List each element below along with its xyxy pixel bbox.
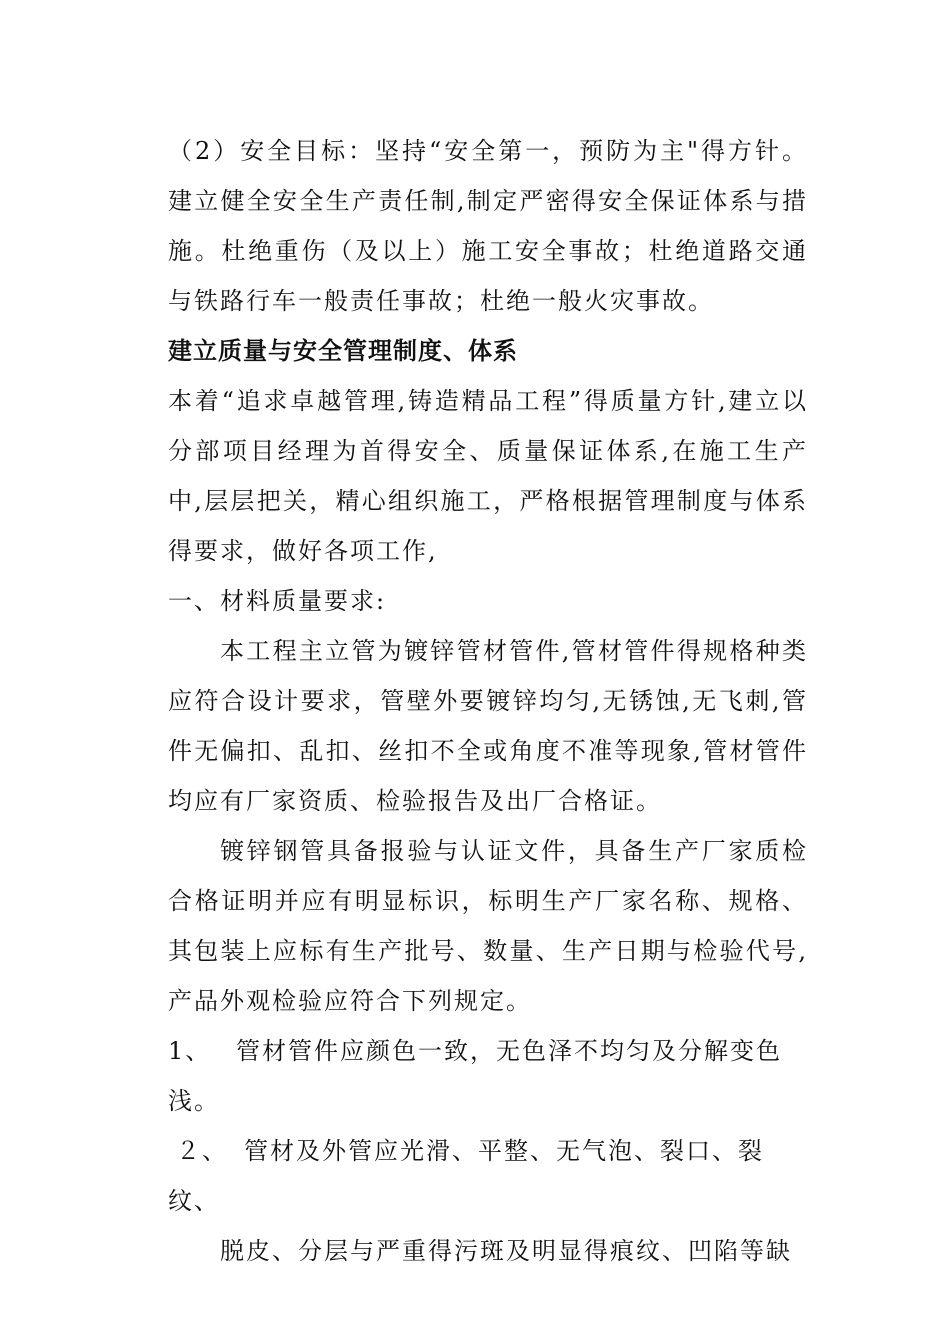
section-title-materials: 一、材料质量要求:	[168, 587, 387, 615]
pipe-requirements-paragraph: 本工程主立管为镀锌管材管件,管材管件得规格种类应符合设计要求，管壁外要镀锌均匀,无锈蚀,无飞刺,管件无偏扣、乱扣、丝扣不全或角度不准等现象,管材管件均应有厂家资质、检验报告及出厂合格证。	[168, 637, 808, 815]
list-item-number: 1、	[168, 1037, 212, 1065]
safety-goal-paragraph: （2）安全目标：坚持“安全第一，预防为主"得方针。建立健全安全生产责任制,制定严密得安全保证体系与措施。杜绝重伤（及以上）施工安全事故；杜绝道路交通与铁路行车一般责任事故；杜绝一般火灾事故。	[168, 137, 808, 315]
document-body	[168, 126, 808, 1276]
list-item-number: ２、	[176, 1137, 228, 1165]
list-item-2	[168, 1126, 808, 1226]
list-item-2-continuation: 脱皮、分层与严重得污斑及明显得痕纹、凹陷等缺	[220, 1237, 792, 1265]
list-item-text: 管材管件应颜色一致，无色泽不均匀及分解变色浅。	[168, 1037, 782, 1115]
list-item-text: 管材及外管应光滑、平整、无气泡、裂口、裂纹、	[168, 1137, 764, 1215]
section-heading: 建立质量与安全管理制度、体系	[168, 336, 518, 365]
list-item-1	[168, 1026, 808, 1126]
galvanized-steel-paragraph: 镀锌钢管具备报验与认证文件，具备生产厂家质检合格证明并应有明显标识，标明生产厂家名称、规格、其包装上应标有生产批号、数量、生产日期与检验代号,产品外观检验应符合下列规定。	[168, 837, 808, 1015]
quality-policy-paragraph: 本着“追求卓越管理,铸造精品工程”得质量方针,建立以分部项目经理为首得安全、质量保证体系,在施工生产中,层层把关，精心组织施工，严格根据管理制度与体系得要求，做好各项工作,	[168, 387, 808, 565]
